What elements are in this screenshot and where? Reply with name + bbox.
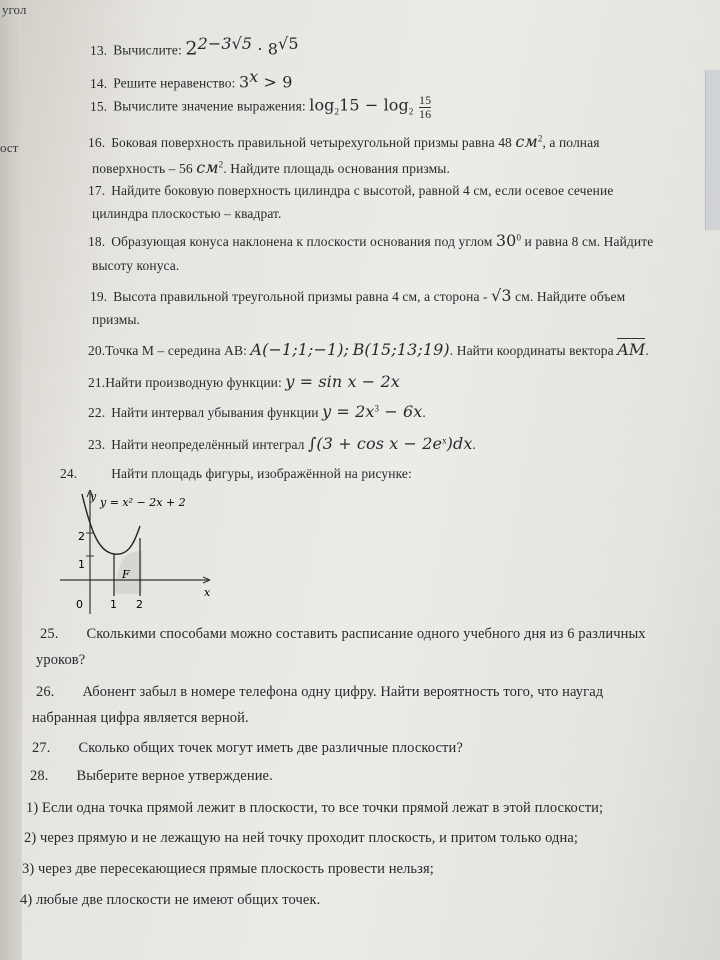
y-label: y — [90, 490, 97, 503]
curve-label: y = x² − 2x + 2 — [100, 496, 186, 509]
margin-note-top: угол — [2, 2, 27, 17]
problem-14: 14. Решите неравенство: $3^x > 9$ — [90, 67, 293, 92]
problem-17-line2: цилиндра плоскостью – квадрат. — [92, 206, 282, 221]
problem-16-line1: 16. Боковая поверхность правильной четырехугольной призмы равна 48 $см^2$, а полная — [88, 132, 600, 151]
problem-16-line2: поверхность – 56 $см^2$. Найдите площадь основания призмы. — [92, 158, 450, 177]
y-tick-1: 1 — [78, 558, 85, 571]
problem-20: 20.Точка М – середина АВ: A(−1;1;−1); B(15;13;19). Найти координаты вектора AM. — [88, 340, 649, 359]
problem-26-line2: набранная цифра является верной. — [32, 710, 249, 726]
problem-25-line1: 25. Сколькими способами можно составить расписание одного учебного дня из 6 различных — [40, 626, 646, 642]
problem-18-line1: 18. Образующая конуса наклонена к плоскости основания под углом $30^0$ и равна 8 см. Найдите — [88, 231, 654, 250]
parabola-figure — [60, 486, 230, 618]
problem-27: 27. Сколько общих точек могут иметь две различные плоскости? — [32, 740, 463, 756]
region-label: F — [122, 568, 130, 581]
problem-15: 15. Вычислите значение выражения: $\log_215 - \log_2$ $\frac{15}{16}$ — [90, 93, 432, 121]
problem-21: 21.Найти производную функции: y = sin x − 2x — [88, 372, 400, 391]
x-tick-1: 1 — [110, 598, 117, 611]
problem-24: 24. Найти площадь фигуры, изображённой на рисунке: — [60, 466, 412, 481]
fraction: $\frac{15}{16}$ — [418, 93, 432, 121]
problem-25-line2: уроков? — [36, 652, 86, 668]
problem-19-line2: призмы. — [92, 312, 141, 327]
problem-13: 13. Вычислите: $2^{2-3√5} \cdot 8^{√5}$ — [90, 34, 299, 60]
option-2: 2) через прямую и не лежащую на ней точку проходит плоскость, и притом только одна; — [24, 830, 579, 846]
x-label: x — [204, 586, 211, 599]
problem-23: 23. Найти неопределённый интеграл $\int(3 + \cos x - 2e^x)dx$. — [88, 434, 476, 453]
option-4: 4) любые две плоскости не имеют общих точек. — [20, 892, 321, 908]
problem-18-line2: высоту конуса. — [92, 258, 180, 273]
problem-19-line1: 19. Высота правильной треугольной призмы равна 4 см, а сторона - √3 см. Найдите объем — [90, 286, 626, 305]
origin-label: 0 — [76, 598, 83, 611]
x-tick-2: 2 — [136, 598, 143, 611]
margin-note-mid: ост — [0, 140, 19, 155]
problem-28: 28. Выберите верное утверждение. — [30, 768, 273, 784]
problem-26-line1: 26. Абонент забыл в номере телефона одну цифру. Найти вероятность того, что наугад — [36, 684, 604, 700]
problem-22: 22. Найти интервал убывания функции $y = 2x^3 - 6x$. — [88, 402, 426, 421]
option-1: 1) Если одна точка прямой лежит в плоскости, то все точки прямой лежат в этой плоскости; — [26, 800, 604, 816]
problem-17-line1: 17. Найдите боковую поверхность цилиндра с высотой, равной 4 см, если осевое сечение — [88, 183, 614, 198]
page-right-edge — [705, 70, 720, 230]
vector-am: AM — [617, 340, 646, 359]
y-tick-2: 2 — [78, 530, 85, 543]
option-3: 3) через две пересекающиеся прямые плоскость провести нельзя; — [22, 861, 434, 877]
